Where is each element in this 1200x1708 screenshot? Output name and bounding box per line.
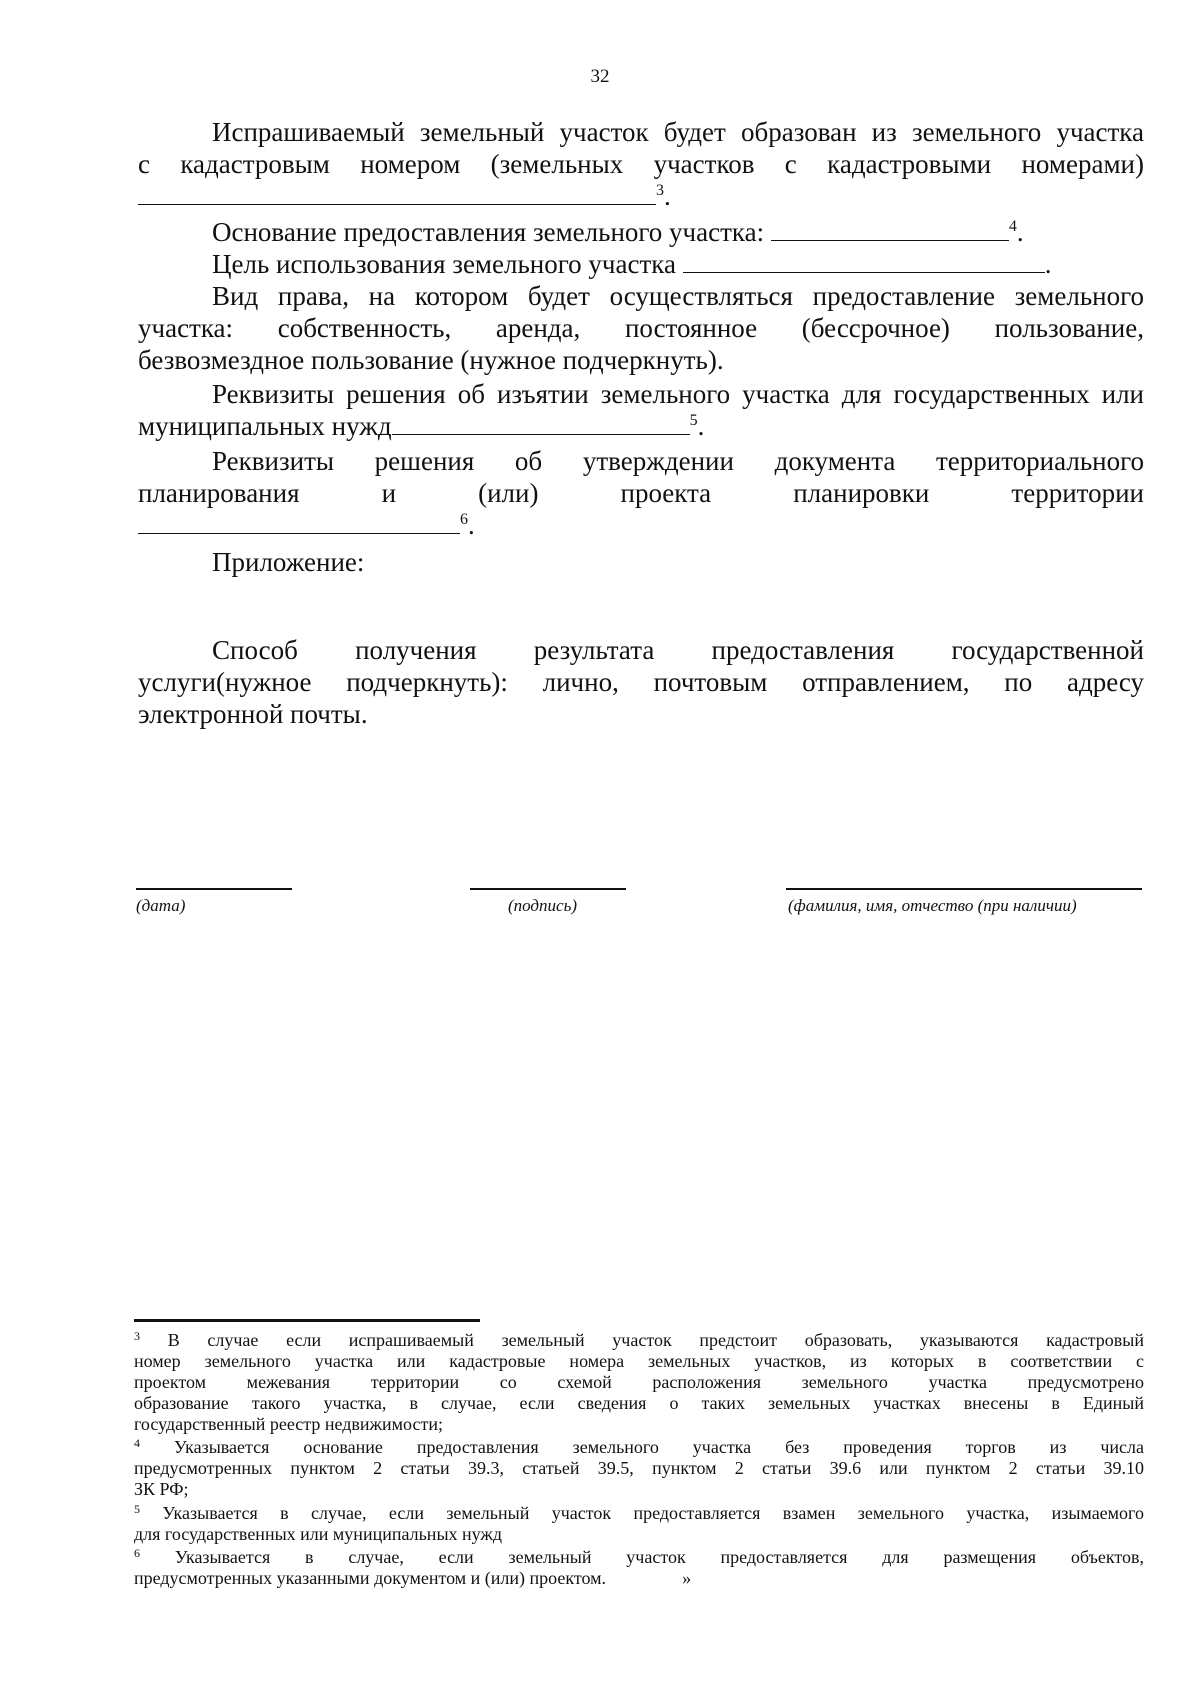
footnote-ref-3: 3	[656, 182, 664, 199]
footnote-ref-4: 4	[1008, 218, 1017, 235]
paragraph-purpose: Цель использования земельного участка .	[212, 249, 1052, 279]
blank-line	[771, 218, 1009, 241]
paragraph-cadastral: Испрашиваемый земельный участок будет образован из земельного участка с кадастровым номером (земельных участков с кадастровыми номерами) $^3$.	[138, 117, 1144, 211]
paragraph-right-type: Вид права, на котором будет осуществляться предоставление земельного участка: собственность, аренда, постоянное (бессрочное) пользование, безвозмездное пользование (нужное подчеркнуть).	[138, 281, 1144, 375]
footnote-ref-5: 5	[689, 412, 698, 429]
footnote-5: $^5$ Указывается в случае, если земельный участок предоставляется взамен земельного участка, изымаемого для государственных или муниципальных нужд	[134, 1502, 1144, 1544]
paragraph-seizure: Реквизиты решения об изъятии земельного участка для государственных или муниципальных нужд $^5$.	[138, 379, 1144, 441]
footnote-4: $^4$ Указывается основание предоставления земельного участка без проведения торгов из числа предусмотренных пунктом 2 статьи 39.3, статьей 39.5, пунктом 2 статьи 39.6 или пунктом 2 статьи 39.10 ЗК РФ;	[134, 1436, 1145, 1499]
date-line	[136, 888, 292, 890]
footnote-separator	[134, 1319, 480, 1322]
footnote-3: $^3$ В случае если испрашиваемый земельный участок предстоит образовать, указываются кадастровый номер земельного участка или кадастровые номера земельных участков, из которых в соответствии с проектом межевания территории со схемой расположения земельного участка предусмотрено образование такого участка, в случае, если сведения о таких земельных участках внесены в Единый государственный реестр недвижимости;	[134, 1329, 1144, 1434]
paragraph-delivery: Способ получения результата предоставления государственной услуги(нужное подчеркнуть): лично, почтовым отправлением, по адресу электронной почты.	[138, 635, 1144, 729]
blank-line	[392, 412, 690, 435]
paragraph-basis: Основание предоставления земельного участка: $^4$.	[212, 217, 1024, 247]
attachment-label: Приложение:	[212, 547, 365, 577]
signature-line	[470, 888, 626, 890]
closing-quote: »	[682, 1568, 692, 1588]
page-number: 32	[590, 66, 610, 87]
name-line	[786, 888, 1142, 890]
date-caption: (дата)	[136, 896, 186, 915]
footnote-ref-6: 6	[460, 511, 468, 528]
blank-line	[138, 511, 460, 534]
signature-caption: (подпись)	[508, 896, 577, 915]
paragraph-planning: Реквизиты решения об утверждении документа территориального планирования и (или) проекта планировки территории $^6$.	[138, 446, 1144, 540]
footnote-6: $^6$ Указывается в случае, если земельный участок предоставляется для размещения объектов, предусмотренных указанными документом и (или) проектом. »	[134, 1546, 1145, 1588]
blank-line	[138, 182, 656, 205]
name-caption: (фамилия, имя, отчество (при наличии)	[788, 896, 1077, 915]
blank-line	[683, 250, 1045, 273]
